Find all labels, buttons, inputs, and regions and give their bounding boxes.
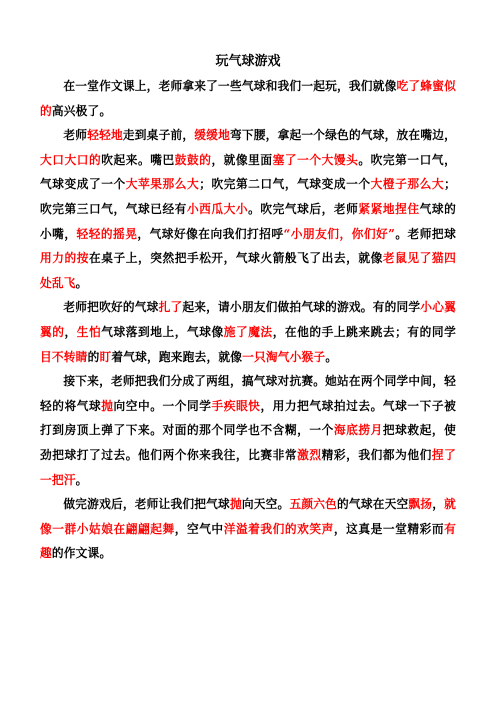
highlighted-phrase: 施了魔法 xyxy=(223,324,273,339)
text-run: 在一堂作文课上，老师拿来了一些气球和我们一起玩，我们就像 xyxy=(63,79,397,93)
text-run: 向空中。一个同学 xyxy=(113,398,212,413)
text-run: 把球救起，使劲把球打了过去。他们两个你来我往，比赛非常 xyxy=(40,423,456,462)
text-run: 。吹完气球后，老师 xyxy=(248,201,359,216)
text-run: 老师 xyxy=(63,128,88,143)
paragraph-4 xyxy=(40,369,456,492)
text-run: 弯下腰，拿起一个绿色的气球，放在嘴边， xyxy=(229,128,457,143)
text-run: ， xyxy=(432,497,445,512)
text-run: ， xyxy=(64,324,77,339)
highlighted-phrase: 飘扬 xyxy=(408,497,433,512)
text-run: 气球的小嘴， xyxy=(40,201,456,241)
highlighted-phrase: 抛 xyxy=(101,398,114,413)
highlighted-phrase: 老鼠见了猫四处乱飞 xyxy=(40,251,456,290)
highlighted-phrase: “小朋友们，你们好” xyxy=(283,226,396,241)
text-run: ；吹完第三口气，气球已经有 xyxy=(40,177,457,216)
highlighted-phrase: 用力的按 xyxy=(40,251,89,266)
highlighted-phrase: 捏了一把汗 xyxy=(40,447,457,487)
highlighted-phrase: 塞了一个大馒头 xyxy=(272,152,359,167)
text-run: 。老师把球 xyxy=(395,226,456,241)
highlighted-phrase: 大橙子那么大 xyxy=(370,177,445,192)
text-run: 高兴极了。 xyxy=(51,103,112,118)
highlighted-phrase: 五颜六色 xyxy=(289,497,338,512)
text-run: ，用力把气球拍过去。气球一下子被打到房顶上弹了下来。对面的那个同学也不含糊，一个 xyxy=(40,398,456,438)
text-run: 走到桌子前， xyxy=(122,128,195,143)
highlighted-phrase: 小心翼翼的 xyxy=(40,300,456,339)
text-run: 在桌子上，突然把手松开，气球火箭般飞了出去，就像 xyxy=(88,251,383,266)
text-run: 接下来，老师把我们分成了两组，搞气球对抗赛。她站在两个同学中间，轻轻的将气球 xyxy=(40,374,456,413)
text-run: ，气球好像在向我们打招呼 xyxy=(137,226,284,241)
document-body xyxy=(40,74,456,566)
highlighted-phrase: 激烈 xyxy=(297,447,322,462)
highlighted-phrase: 有趣 xyxy=(40,521,456,561)
text-run: 气球落到地上，气球像 xyxy=(101,324,224,339)
text-run: 做完游戏后，老师让我们把气球 xyxy=(63,497,230,512)
text-run: 。 xyxy=(75,472,88,487)
document-title: 玩气球游戏 xyxy=(215,54,281,69)
paragraph-2 xyxy=(40,123,456,295)
paragraph-5 xyxy=(40,492,456,566)
text-run: ，空气中 xyxy=(174,521,224,536)
highlighted-phrase: 小西瓜大小 xyxy=(186,201,249,216)
highlighted-phrase: 缓缓地 xyxy=(194,128,230,143)
highlighted-phrase: 扎了 xyxy=(158,300,183,315)
highlighted-phrase: 生怕 xyxy=(76,324,102,339)
text-run: 的作文课。 xyxy=(51,546,112,561)
text-run: 。吹完第一口气，气球变成了一个 xyxy=(40,152,456,192)
highlighted-phrase: 目不转睛 xyxy=(40,349,88,364)
highlighted-phrase: 轻轻地 xyxy=(87,128,123,143)
highlighted-phrase: 盯 xyxy=(99,349,112,364)
text-run: 老师把吹好的气球 xyxy=(63,300,159,315)
text-run: ；吹完第二口气，气球变成一个 xyxy=(199,177,371,192)
text-run: 精彩，我们都为他们 xyxy=(321,447,432,462)
highlighted-phrase: 就像一群小姑娘在翩翩起舞 xyxy=(40,497,456,536)
highlighted-phrase: 海底捞月 xyxy=(333,423,383,438)
highlighted-phrase: 大口大口的 xyxy=(40,152,102,167)
highlighted-phrase: 抛 xyxy=(229,497,242,512)
text-run: 的 xyxy=(87,349,100,364)
highlighted-phrase: 轻轻的摇晃 xyxy=(76,226,138,241)
text-run: ，在他的手上跳来跳去；有的同学 xyxy=(272,324,456,339)
text-run: 着气球，跑来跑去，就像 xyxy=(111,349,243,364)
text-run: 向天空。 xyxy=(241,497,290,512)
text-run: ，就像里面 xyxy=(211,152,273,167)
text-run: ，这真是一堂精彩而 xyxy=(333,521,445,536)
text-run: 。 xyxy=(75,275,88,290)
highlighted-phrase: 吃了蜂蜜似的 xyxy=(40,79,456,118)
highlighted-phrase: 洋溢着我们的欢笑声 xyxy=(223,521,334,536)
highlighted-phrase: 手疾眼快 xyxy=(211,398,261,413)
text-run: 起来，请小朋友们做拍气球的游戏。有的同学 xyxy=(182,300,421,315)
paragraph-1 xyxy=(40,74,456,123)
paragraph-3 xyxy=(40,295,456,369)
highlighted-phrase: 紧紧地捏住 xyxy=(358,201,420,216)
highlighted-phrase: 大苹果那么大 xyxy=(125,177,200,192)
text-run: 。 xyxy=(325,349,338,364)
text-run: 的气球在天空 xyxy=(337,497,409,512)
highlighted-phrase: 鼓鼓的 xyxy=(174,152,212,167)
text-run: 吹起来。嘴巴 xyxy=(101,152,175,167)
highlighted-phrase: 一只淘气小猴子 xyxy=(242,349,326,364)
